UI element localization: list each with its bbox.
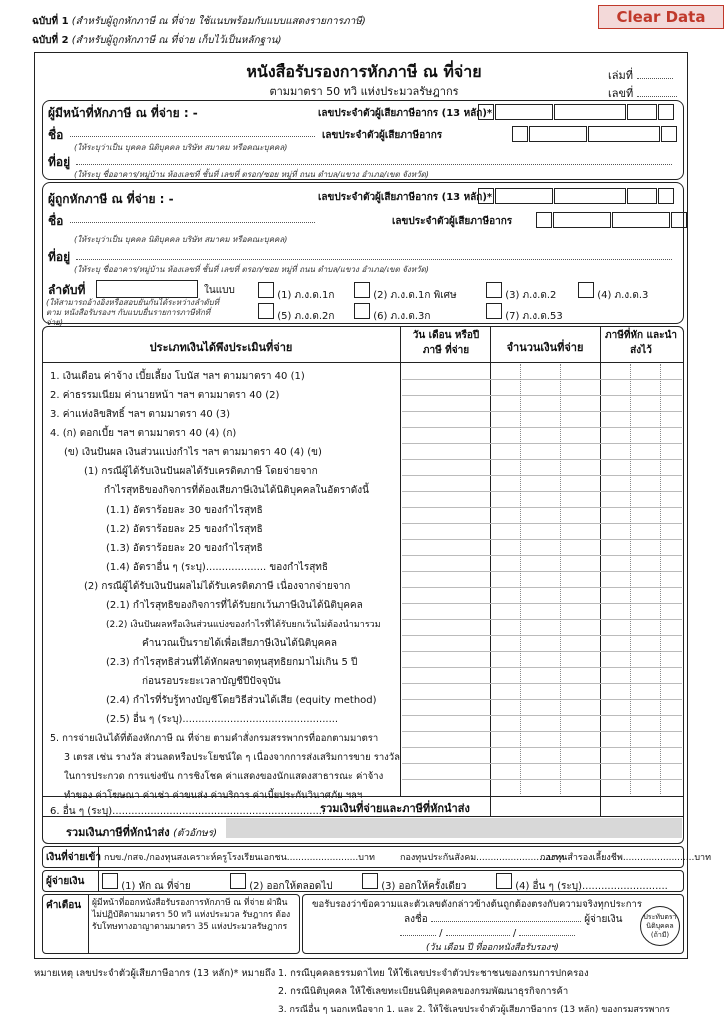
- year-field[interactable]: [519, 935, 575, 936]
- fund-text-3: กองทุนสำรองเลี้ยงชีพ.........................บาท: [540, 853, 712, 863]
- payer-taxid-label: เลขประจำตัวผู้เสียภาษีอากร (13 หลัก)*: [318, 108, 493, 119]
- form-subtitle: ตามมาตรา 50 ทวิ แห่งประมวลรัษฎากร: [269, 85, 459, 98]
- date-row: / /: [400, 928, 575, 939]
- income-row: 3. ค่าแห่งลิขสิทธิ์ ฯลฯ ตามมาตรา 40 (3): [50, 409, 231, 420]
- payer-type-option-label: (1) หัก ณ ที่จ่าย: [121, 881, 191, 892]
- seq-form-label: ในแบบ: [204, 285, 235, 296]
- form-option-label: (5) ภ.ง.ด.2ก: [277, 311, 335, 322]
- income-row: (1.3) อัตราร้อยละ 20 ของกำไรสุทธิ: [106, 543, 263, 554]
- form-option-5[interactable]: [258, 303, 334, 324]
- fund-text-1: กบข./กสจ./กองทุนสงเคราะห์ครูโรงเรียนเอกชน.........................บาท: [104, 853, 375, 863]
- income-row: ในการประกวด การแข่งขัน การชิงโชค ค่าแสดงของนักแสดงสาธารณะ ค่าจ้าง: [64, 771, 384, 782]
- sign-field[interactable]: [431, 921, 581, 922]
- income-row: (2.4) กำไรที่รับรู้ทางบัญชีโดยวิธีส่วนได้เสีย (equity method): [106, 695, 377, 706]
- income-row: (1.4) อัตราอื่น ๆ (ระบุ)................... ของกำไรสุทธิ: [106, 562, 329, 573]
- payee-heading: ผู้ถูกหักภาษี ณ ที่จ่าย : -: [48, 192, 174, 206]
- warning-text: ผู้มีหน้าที่ออกหนังสือรับรองการหักภาษี ณ ที่จ่าย ฝ่าฝืนไม่ปฏิบัติตามมาตรา 50 ทวิ แห่งประมวล รัษฎากร ต้องรับโทษทางอาญาตามมาตรา 35 แห่งประมวลรัษฎากร: [92, 898, 291, 932]
- grid-col: [520, 364, 521, 794]
- payer-name-label: ชื่อ: [48, 128, 64, 142]
- payer-address-hint: (ให้ระบุ ชื่ออาคาร/หมู่บ้าน ห้องเลขที่ ชั้นที่ เลขที่ ตรอก/ซอย หมู่ที่ ถนน ตำบล/แขวง อำเภอ/เขต จังหวัด): [74, 170, 429, 179]
- form-option-6[interactable]: [354, 303, 430, 324]
- payer-type-option-1[interactable]: [102, 873, 191, 894]
- copy2-label: ฉบับที่ 2: [32, 35, 69, 46]
- note-item: 1. กรณีบุคคลธรรมดาไทย ให้ใช้เลขประจำตัวประชาชนของกรมการปกครอง: [278, 968, 589, 979]
- total-words-hint: (ตัวอักษร): [173, 828, 218, 839]
- payer-type-label: ผู้จ่ายเงิน: [46, 876, 85, 887]
- checkbox[interactable]: [354, 282, 370, 298]
- total-label: รวมเงินที่จ่ายและภาษีที่หักนำส่ง: [320, 802, 470, 815]
- payer-taxid-input[interactable]: [478, 104, 675, 120]
- payer-name-hint: (ให้ระบุว่าเป็น บุคคล นิติบุคคล บริษัท สมาคม หรือคณะบุคคล): [74, 143, 288, 152]
- income-row: 6. อื่น ๆ (ระบุ)...................................................................: [50, 806, 326, 817]
- book-number-field[interactable]: [637, 78, 673, 79]
- payee-taxid2-input[interactable]: [536, 212, 688, 228]
- payer-type-option-label: (4) อื่น ๆ (ระบุ)...........................: [515, 881, 668, 892]
- payee-taxid2-label: เลขประจำตัวผู้เสียภาษีอากร: [392, 216, 513, 227]
- clear-data-button[interactable]: Clear Data: [598, 5, 724, 29]
- grid-col: [660, 364, 661, 794]
- payer-type-option-4[interactable]: [496, 873, 668, 894]
- header-divider: [42, 362, 684, 363]
- income-row: (2.1) กำไรสุทธิของกิจการที่ได้รับยกเว้นภาษีเงินได้นิติบุคคล: [106, 600, 363, 611]
- copy2-text: (สำหรับผู้ถูกหักภาษี ณ ที่จ่าย เก็บไว้เป็นหลักฐาน): [71, 35, 282, 46]
- col-amount-header: จำนวนเงินที่จ่าย: [506, 341, 584, 354]
- payer-address-field[interactable]: [76, 164, 672, 165]
- income-row: ก่อนรอบระยะเวลาบัญชีปีปัจจุบัน: [142, 676, 281, 687]
- total-divider: [42, 816, 684, 817]
- total-words-label: รวมเงินภาษีที่หักนำส่ง: [66, 826, 170, 839]
- date-hint: (วัน เดือน ปี ที่ออกหนังสือรับรองฯ): [426, 943, 559, 953]
- doc-number-field[interactable]: [637, 96, 677, 97]
- book-number: [608, 66, 673, 84]
- payer-type-option-3[interactable]: [362, 873, 466, 894]
- copy2-note: [32, 33, 282, 48]
- doc-number-label: เลขที่: [608, 87, 634, 100]
- income-row: (1.2) อัตราร้อยละ 25 ของกำไรสุทธิ: [106, 524, 263, 535]
- col-date-header: วัน เดือน หรือปีภาษี ที่จ่าย: [412, 330, 480, 356]
- income-row: ทำของ ค่าโฆษณา ค่าเช่า ค่าขนส่ง ค่าบริการ ค่าเบี้ยประกันวินาศภัย ฯลฯ: [64, 790, 363, 801]
- income-row: (2.5) อื่น ๆ (ระบุ).................................................: [106, 714, 339, 725]
- form-option-label: (6) ภ.ง.ด.3ก: [373, 311, 431, 322]
- income-row: (2) กรณีผู้ได้รับเงินปันผลไม่ได้รับเครดิตภาษี เนื่องจากจ่ายจาก: [84, 581, 351, 592]
- checkbox[interactable]: [486, 303, 502, 319]
- payee-address-hint: (ให้ระบุ ชื่ออาคาร/หมู่บ้าน ห้องเลขที่ ชั้นที่ เลขที่ ตรอก/ซอย หมู่ที่ ถนน ตำบล/แขวง อำเภอ/เขต จังหวัด): [74, 265, 429, 274]
- fund-text-2: กองทุนประกันสังคม.........................บาท: [400, 853, 565, 863]
- fund-label: เงินที่จ่ายเข้า: [46, 852, 101, 863]
- payer-type-divider: [98, 870, 99, 892]
- copy1-text: (สำหรับผู้ถูกหักภาษี ณ ที่จ่าย ใช้แนบพร้อมกับแบบแสดงรายการภาษี): [71, 16, 366, 27]
- payer-taxid2-label: เลขประจำตัวผู้เสียภาษีอากร: [322, 130, 443, 141]
- form-option-4[interactable]: [578, 282, 648, 303]
- payer-type-option-label: (3) ออกให้ครั้งเดียว: [381, 881, 467, 892]
- payee-address-field[interactable]: [76, 259, 672, 260]
- col-type-header: ประเภทเงินได้พึงประเมินที่จ่าย: [149, 341, 293, 354]
- checkbox[interactable]: [258, 303, 274, 319]
- checkbox[interactable]: [362, 873, 378, 889]
- form-option-label: (1) ภ.ง.ด.1ก: [277, 290, 335, 301]
- form-option-label: (2) ภ.ง.ด.1ก พิเศษ: [373, 290, 457, 301]
- form-option-3[interactable]: [486, 282, 556, 303]
- income-row: (2.3) กำไรสุทธิส่วนที่ได้หักผลขาดทุนสุทธิยกมาไม่เกิน 5 ปี: [106, 657, 358, 668]
- sign-row: [404, 912, 623, 927]
- warning-label: คำเตือน: [46, 900, 82, 911]
- income-row: 1. เงินเดือน ค่าจ้าง เบี้ยเลี้ยง โบนัส ฯลฯ ตามมาตรา 40 (1): [50, 371, 305, 382]
- income-row: (1) กรณีผู้ได้รับเงินปันผลได้รับเครดิตภาษี โดยจ่ายจาก: [84, 466, 318, 477]
- income-row: 5. การจ่ายเงินได้ที่ต้องหักภาษี ณ ที่จ่าย ตามคำสั่งกรมสรรพากรที่ออกตามมาตรา: [50, 733, 379, 744]
- income-row: กำไรสุทธิของกิจการที่ต้องเสียภาษีเงินได้นิติบุคคลในอัตราดังนี้: [104, 485, 369, 496]
- note-item: 3. กรณีอื่น ๆ นอกเหนือจาก 1. และ 2. ให้ใช้เลขประจำตัวผู้เสียภาษีอากร (13 หลัก) ของกรมสรรพากร: [278, 1005, 670, 1015]
- payee-address-label: ที่อยู่: [48, 250, 71, 264]
- seq-field[interactable]: [96, 280, 198, 298]
- payer-sign-label: ผู้จ่ายเงิน: [584, 914, 623, 925]
- payee-name-field[interactable]: [70, 222, 315, 223]
- checkbox[interactable]: [578, 282, 594, 298]
- payer-name-field[interactable]: [70, 136, 315, 137]
- income-row: 2. ค่าธรรมเนียม ค่านายหน้า ฯลฯ ตามมาตรา 40 (2): [50, 390, 280, 401]
- income-row: คำนวณเป็นรายได้เพื่อเสียภาษีเงินได้นิติบุคคล: [142, 638, 338, 649]
- seq-label: ลำดับที่: [48, 283, 86, 297]
- col-tax-header: ภาษีที่หัก และนำส่งไว้: [605, 330, 677, 356]
- company-stamp: ประทับตรา นิติบุคคล (ถ้ามี): [640, 906, 680, 946]
- checkbox[interactable]: [102, 873, 118, 889]
- form-option-label: (4) ภ.ง.ด.3: [597, 290, 649, 301]
- warning-divider: [88, 894, 89, 954]
- checkbox[interactable]: [486, 282, 502, 298]
- payee-name-label: ชื่อ: [48, 214, 64, 228]
- form-option-2[interactable]: [354, 282, 457, 303]
- form-option-7[interactable]: [486, 303, 563, 324]
- payee-taxid-input[interactable]: [478, 188, 675, 204]
- checkbox[interactable]: [230, 873, 246, 889]
- payer-heading: ผู้มีหน้าที่หักภาษี ณ ที่จ่าย : -: [48, 106, 198, 120]
- grid-col: [630, 364, 631, 794]
- month-field[interactable]: [446, 935, 510, 936]
- form-option-1[interactable]: [258, 282, 334, 303]
- payer-address-label: ที่อยู่: [48, 155, 71, 169]
- data-grid: [402, 364, 682, 794]
- certify-text: ขอรับรองว่าข้อความและตัวเลขดังกล่าวข้างต้นถูกต้องตรงกับความจริงทุกประการ: [312, 899, 642, 910]
- notes-label: หมายเหตุ: [34, 968, 74, 979]
- payee-taxid-label: เลขประจำตัวผู้เสียภาษีอากร (13 หลัก)*: [318, 192, 493, 203]
- income-row: (ข) เงินปันผล เงินส่วนแบ่งกำไร ฯลฯ ตามมาตรา 40 (4) (ข): [64, 447, 322, 458]
- income-row: 3 เตรส เช่น รางวัล ส่วนลดหรือประโยชน์ใด ๆ เนื่องจากการส่งเสริมการขาย รางวัล: [64, 752, 400, 763]
- grid-col: [560, 364, 561, 794]
- day-field[interactable]: [400, 935, 436, 936]
- col-divider: [400, 326, 401, 796]
- notes-intro: เลขประจำตัวผู้เสียภาษีอากร (13 หลัก)* หมายถึง: [76, 968, 276, 979]
- income-row: (1.1) อัตราร้อยละ 30 ของกำไรสุทธิ: [106, 505, 263, 516]
- payee-name-hint: (ให้ระบุว่าเป็น บุคคล นิติบุคคล บริษัท สมาคม หรือคณะบุคคล): [74, 235, 288, 244]
- checkbox[interactable]: [354, 303, 370, 319]
- payer-type-option-label: (2) ออกให้ตลอดไป: [249, 881, 333, 892]
- form-option-label: (7) ภ.ง.ด.53: [505, 311, 563, 322]
- checkbox[interactable]: [258, 282, 274, 298]
- payer-taxid2-input[interactable]: [512, 126, 678, 142]
- notes-intro-row: [34, 966, 275, 981]
- note-item: 2. กรณีนิติบุคคล ให้ใช้เลขทะเบียนนิติบุคคลของกรมพัฒนาธุรกิจการค้า: [278, 986, 569, 997]
- book-number-label: เล่มที่: [608, 69, 634, 82]
- copy1-note: [32, 14, 366, 29]
- form-title: หนังสือรับรองการหักภาษี ณ ที่จ่าย: [246, 62, 482, 81]
- payer-type-option-2[interactable]: [230, 873, 333, 894]
- seq-hint: (ให้สามารถอ้างอิงหรือสอบยันกันได้ระหว่างลำดับที่ตาม หนังสือรับรองฯ กับแบบยื่นรายการภาษีหักที่จ่าย): [46, 298, 220, 327]
- form-option-label: (3) ภ.ง.ด.2: [505, 290, 557, 301]
- income-row: 4. (ก) ดอกเบี้ย ฯลฯ ตามมาตรา 40 (4) (ก): [50, 428, 237, 439]
- income-row: (2.2) เงินปันผลหรือเงินส่วนแบ่งของกำไรที่ได้รับยกเว้นไม่ต้องนำมารวม: [106, 620, 381, 630]
- copy1-label: ฉบับที่ 1: [32, 16, 69, 27]
- checkbox[interactable]: [496, 873, 512, 889]
- total-words-field[interactable]: [226, 818, 682, 838]
- sign-label: ลงชื่อ: [404, 914, 428, 925]
- total-words-row: [66, 823, 217, 841]
- total-divider: [42, 796, 684, 797]
